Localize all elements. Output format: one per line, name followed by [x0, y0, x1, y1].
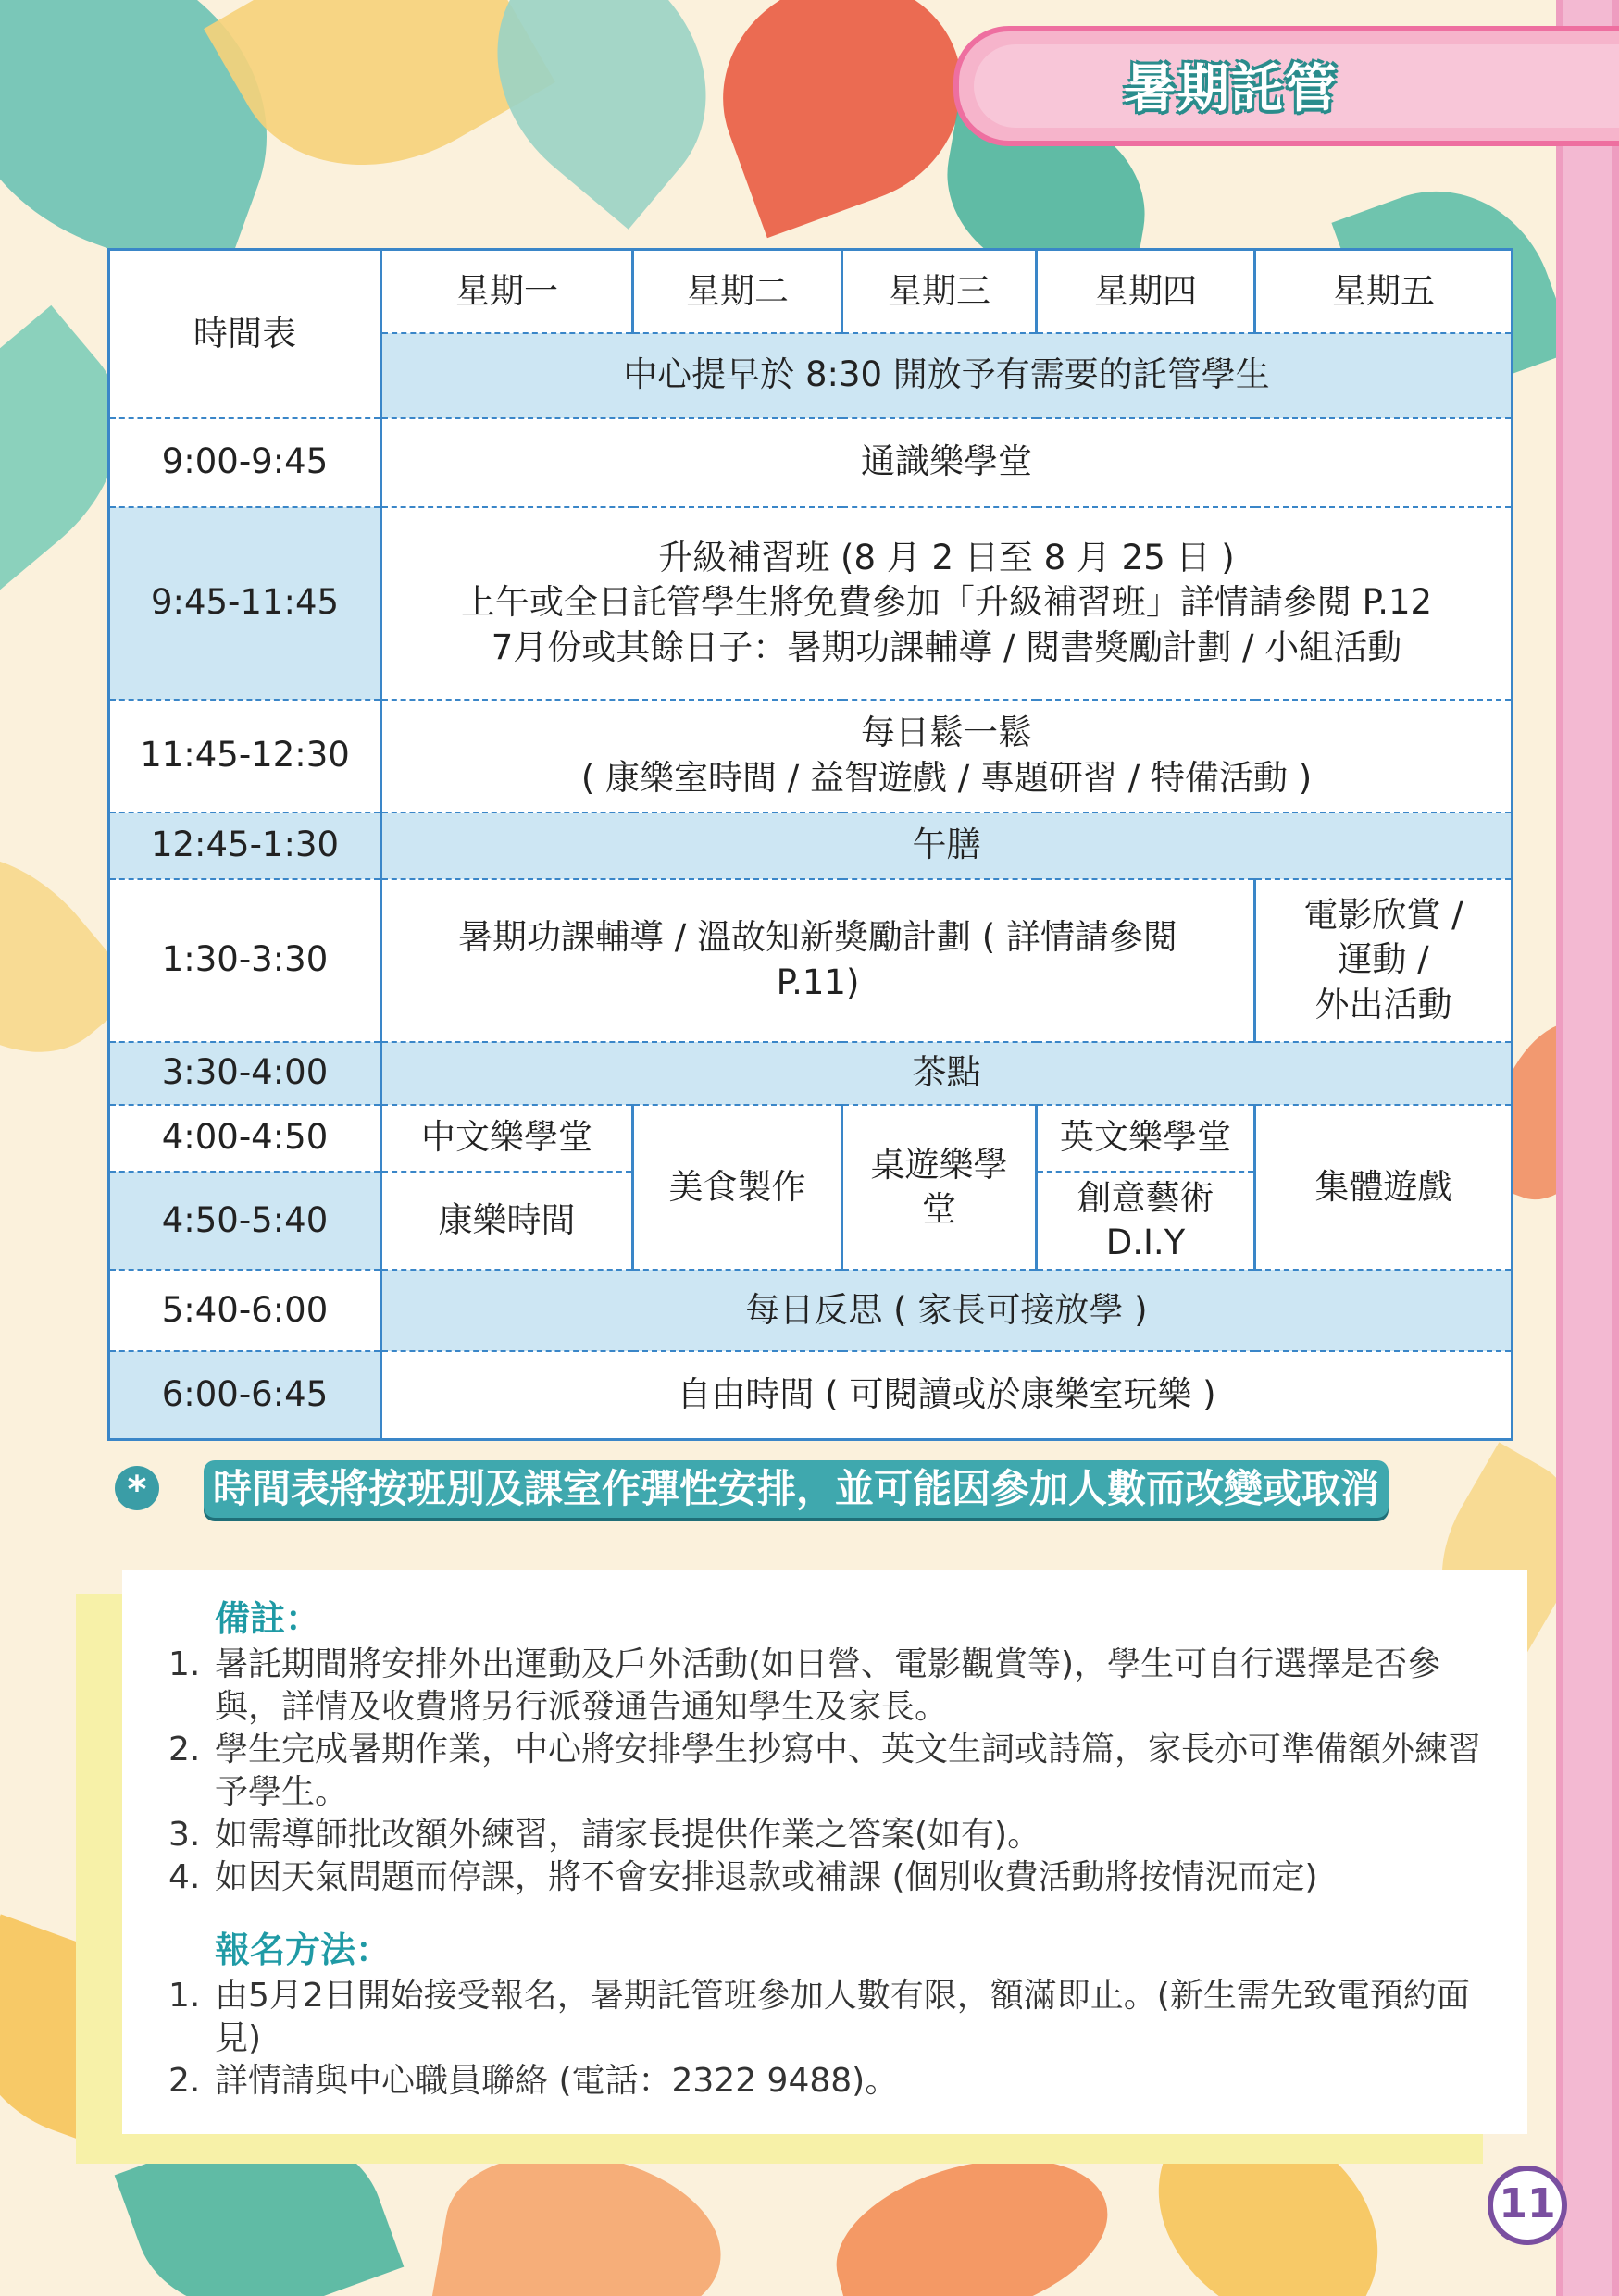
activity-cell: [1255, 879, 1513, 1042]
notice-text: 時間表將按班別及課室作彈性安排，並可能因參加人數而改變或取消: [204, 1460, 1389, 1518]
time-cell: 9:45-11:45: [109, 507, 381, 700]
list-item: 1. 暑託期間將安排外出運動及戶外活動(如日營、電影觀賞等)，學生可自行選擇是否參與，詳情及收費將另行派發通告通知學生及家長。: [168, 1645, 1441, 1726]
time-cell: 11:45-12:30: [109, 700, 381, 813]
activity-line: 升級補習班 (8 月 2 日至 8 月 25 日 ): [658, 538, 1235, 578]
time-cell: 12:45-1:30: [109, 813, 381, 879]
activity-cell: 康樂時間: [381, 1172, 633, 1270]
activity-line: 運動 /: [1338, 939, 1429, 980]
activity-cell: [842, 1105, 1037, 1270]
activity-line: 創意藝術: [1077, 1177, 1214, 1218]
asterisk-icon: *: [115, 1466, 159, 1510]
activity-cell: 自由時間 ( 可閱讀或於康樂室玩樂 ): [381, 1351, 1513, 1440]
activity-line: 上午或全日託管學生將免費參加「升級補習班」詳情請參閱 P.12: [460, 582, 1433, 623]
notes-box: [122, 1570, 1527, 2134]
list-item: 3. 如需導師批改額外練習，請家長提供作業之答案(如有)。: [168, 1816, 1041, 1854]
time-cell: 4:50-5:40: [109, 1172, 381, 1270]
activity-line: 外出活動: [1314, 984, 1452, 1024]
time-cell: 4:00-4:50: [109, 1105, 381, 1172]
page-number: 11: [1488, 2166, 1567, 2245]
page-title: 暑期託管: [1124, 59, 1339, 119]
activity-line: 堂: [922, 1188, 956, 1229]
activity-line: 7月份或其餘日子：暑期功課輔導 / 閱書獎勵計劃 / 小組活動: [491, 627, 1402, 667]
open-note: 中心提早於 8:30 開放予有需要的託管學生: [381, 333, 1513, 418]
activity-cell: [381, 700, 1513, 813]
signup-list: [168, 1975, 1481, 2103]
activity-cell: 茶點: [381, 1042, 1513, 1105]
day-header: 星期四: [1037, 250, 1255, 333]
activity-cell: 午膳: [381, 813, 1513, 879]
remarks-title: 備註：: [215, 1598, 321, 1639]
day-header: 星期二: [633, 250, 842, 333]
schedule-table: [107, 248, 1513, 1441]
activity-cell: [1037, 1172, 1255, 1270]
day-header: 星期一: [381, 250, 633, 333]
time-cell: 9:00-9:45: [109, 418, 381, 507]
activity-line: ( 康樂室時間 / 益智遊戲 / 專題研習 / 特備活動 ): [580, 757, 1313, 798]
corner-cell: 時間表: [109, 250, 381, 418]
activity-cell: 美食製作: [633, 1105, 842, 1270]
activity-line: 電影欣賞 /: [1303, 895, 1463, 936]
activity-cell: 英文樂學堂: [1037, 1105, 1255, 1172]
list-item: 2. 學生完成暑期作業，中心將安排學生抄寫中、英文生詞或詩篇，家長亦可準備額外練習予學生。: [168, 1731, 1482, 1811]
activity-line: D.I.Y: [1105, 1222, 1186, 1262]
activity-cell: 每日反思 ( 家長可接放學 ): [381, 1270, 1513, 1351]
activity-cell: 通識樂學堂: [381, 418, 1513, 507]
activity-line: 桌遊樂學: [870, 1144, 1008, 1185]
side-strip: [1556, 0, 1619, 2296]
signup-title: 報名方法：: [215, 1930, 392, 1970]
schedule-notice: [115, 1460, 1485, 1518]
activity-line: 每日鬆一鬆: [861, 713, 1032, 753]
activity-cell: 集體遊戲: [1255, 1105, 1513, 1270]
time-cell: 6:00-6:45: [109, 1351, 381, 1440]
list-item: 2. 詳情請與中心職員聯絡 (電話：2322 9488)。: [168, 2062, 899, 2100]
activity-cell: 中文樂學堂: [381, 1105, 633, 1172]
list-item: 4. 如因天氣問題而停課，將不會安排退款或補課 (個別收費活動將按情況而定): [168, 1858, 1318, 1896]
time-cell: 1:30-3:30: [109, 879, 381, 1042]
day-header: 星期五: [1255, 250, 1513, 333]
day-header: 星期三: [842, 250, 1037, 333]
time-cell: 3:30-4:00: [109, 1042, 381, 1105]
time-cell: 5:40-6:00: [109, 1270, 381, 1351]
list-item: 1. 由5月2日開始接受報名，暑期託管班參加人數有限，額滿即止。(新生需先致電預約面見): [168, 1977, 1470, 2057]
activity-cell: [381, 507, 1513, 700]
remarks-list: [168, 1644, 1481, 1899]
activity-cell: 暑期功課輔導 / 溫故知新獎勵計劃 ( 詳情請參閱 P.11): [381, 879, 1255, 1042]
